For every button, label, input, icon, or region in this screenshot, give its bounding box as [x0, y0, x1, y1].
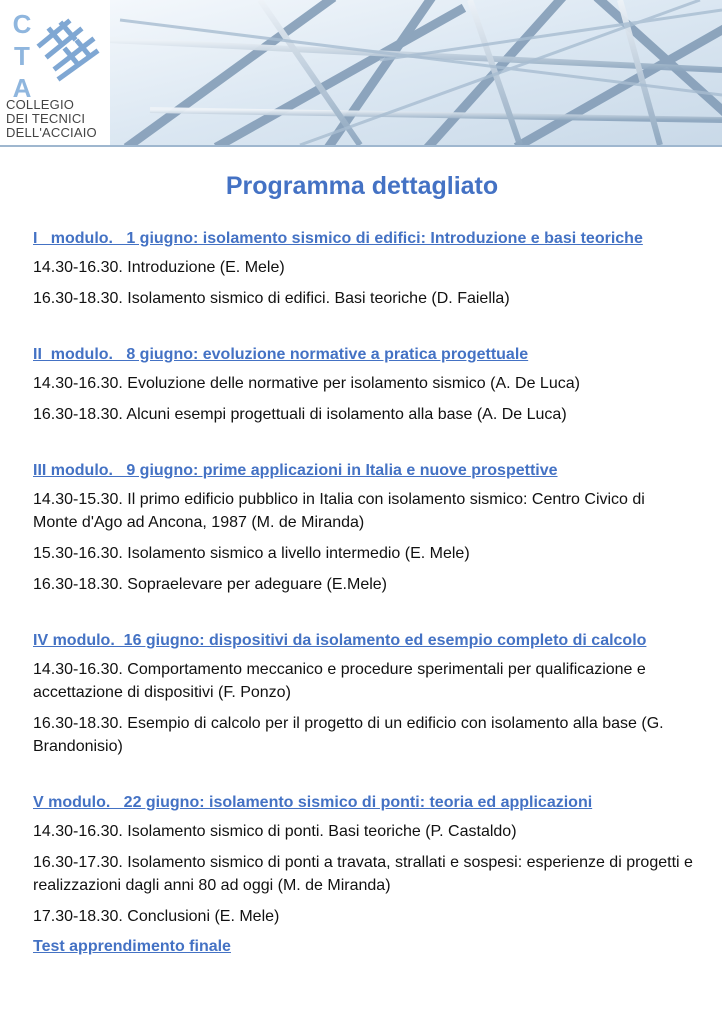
final-test-link[interactable]: Test apprendimento finale — [33, 938, 231, 955]
module-3-entry: 14.30-15.30. Il primo edificio pubblico in Italia con isolamento sismico: Centro Civico di Monte d'Ago ad Ancona, 1987 (M. de Miranda) — [33, 491, 645, 531]
module-3-title[interactable]: III modulo. 9 giugno: prime applicazioni in Italia e nuove prospettive — [33, 462, 558, 479]
logo-letter: A — [12, 73, 32, 103]
page-title: Programma dettagliato — [225, 172, 499, 200]
steel-structure-image — [0, 0, 722, 145]
module-5-title[interactable]: V modulo. 22 giugno: isolamento sismico di ponti: teoria ed applicazioni — [33, 794, 593, 811]
module-2-title[interactable]: II modulo. 8 giugno: evoluzione normative a pratica progettuale — [33, 346, 529, 363]
module-4-title[interactable]: IV modulo. 16 giugno: dispositivi da isolamento ed esempio completo di calcolo — [33, 632, 647, 649]
logo-line: DELL'ACCIAIO — [6, 125, 97, 140]
logo-line: DEI TECNICI — [6, 111, 86, 126]
module-2-entry: 14.30-16.30. Evoluzione delle normative per isolamento sismico (A. De Luca) — [33, 375, 580, 392]
logo-wordmark — [6, 98, 106, 140]
module-3-entry: 16.30-18.30. Sopraelevare per adeguare (E.Mele) — [33, 576, 387, 593]
cta-logo-letters — [10, 8, 34, 104]
logo-letter: C — [12, 9, 32, 39]
module-5-entry: 14.30-16.30. Isolamento sismico di ponti. Basi teoriche (P. Castaldo) — [33, 823, 517, 840]
module-2-entry: 16.30-18.30. Alcuni esempi progettuali di isolamento alla base (A. De Luca) — [33, 406, 567, 423]
module-3-entry: 15.30-16.30. Isolamento sismico a livello intermedio (E. Mele) — [33, 545, 470, 562]
module-4-entry: 16.30-18.30. Esempio di calcolo per il progetto di un edificio con isolamento alla base (G. Brandonisio) — [33, 715, 664, 755]
module-1-title[interactable]: I modulo. 1 giugno: isolamento sismico di edifici: Introduzione e basi teoriche — [33, 230, 643, 247]
module-4-entry: 14.30-16.30. Comportamento meccanico e procedure sperimentali per qualificazione e accettazione di dispositivi (F. Ponzo) — [33, 661, 646, 701]
logo-letter: T — [14, 41, 30, 71]
module-5-entry: 16.30-17.30. Isolamento sismico di ponti a travata, strallati e sospesi: esperienze di progetti e realizzazioni dagli anni 80 ad oggi (M. de Miranda) — [33, 854, 693, 894]
logo-line: COLLEGIO — [6, 97, 75, 112]
program-content — [33, 228, 693, 958]
module-1-entry: 16.30-18.30. Isolamento sismico di edifici. Basi teoriche (D. Faiella) — [33, 290, 510, 307]
module-1-entry: 14.30-16.30. Introduzione (E. Mele) — [33, 259, 285, 276]
module-5-entry: 17.30-18.30. Conclusioni (E. Mele) — [33, 908, 280, 925]
header-banner — [0, 0, 722, 147]
